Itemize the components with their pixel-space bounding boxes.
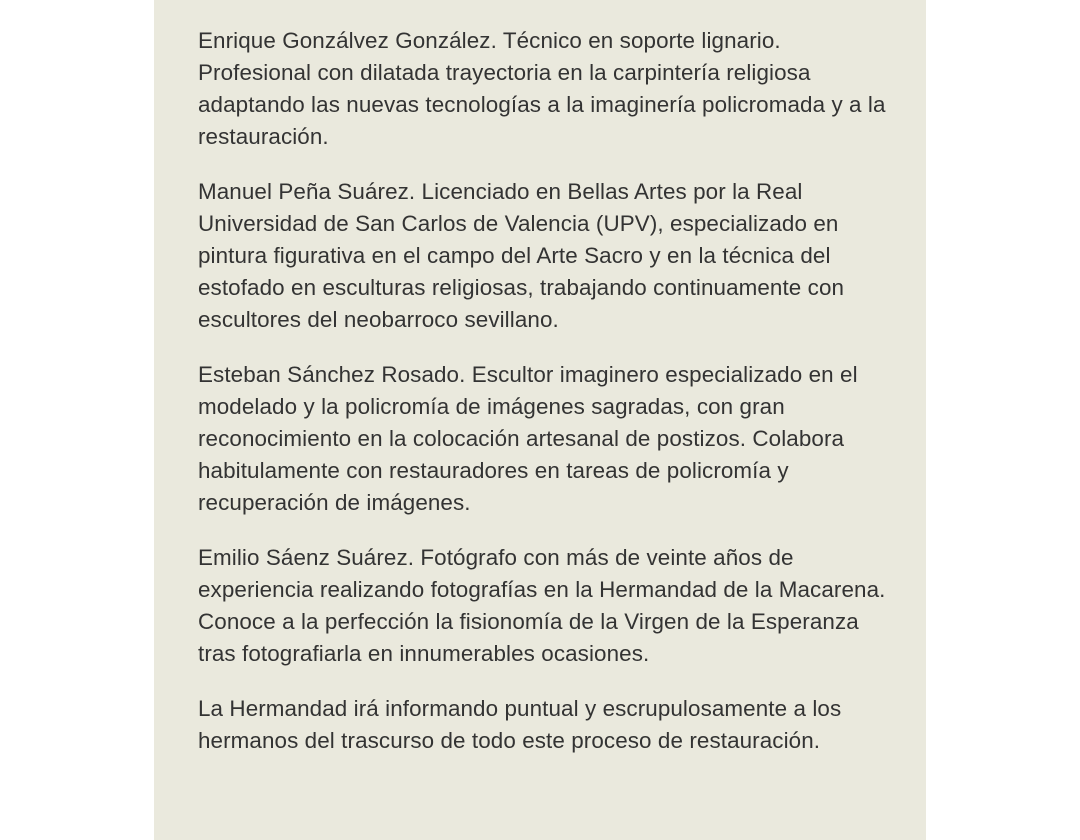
paragraph-manuel-pena: Manuel Peña Suárez. Licenciado en Bellas Artes por la Real Universidad de San Carlos de Valencia (UPV), especializado en pintura figurativa en el campo del Arte Sacro y en la técnica del estofado en esculturas religiosas, trabajando continuamente con escultores del neobarroco sevillano.: [198, 179, 845, 332]
paragraph-closing-note: La Hermandad irá informando puntual y escrupulosamente a los hermanos del trascurso de todo este proceso de restauración.: [198, 696, 842, 753]
paragraph-emilio-saenz: Emilio Sáenz Suárez. Fotógrafo con más de veinte años de experiencia realizando fotografías en la Hermandad de la Macarena. Conoce a la perfección la fisionomía de la Virgen de la Esperanza tras fotografiarla en innumerables ocasiones.: [198, 545, 886, 666]
paragraph-esteban-sanchez: Esteban Sánchez Rosado. Escultor imaginero especializado en el modelado y la policromía de imágenes sagradas, con gran reconocimiento en la colocación artesanal de postizos. Colabora habitulamente con restauradores en tareas de policromía y recuperación de imágenes.: [198, 362, 858, 515]
article-content: [154, 0, 926, 840]
paragraph-enrique-gonzalvez: Enrique Gonzálvez González. Técnico en soporte lignario. Profesional con dilatada trayectoria en la carpintería religiosa adaptando las nuevas tecnologías a la imaginería policromada y a la restauración.: [198, 28, 886, 149]
